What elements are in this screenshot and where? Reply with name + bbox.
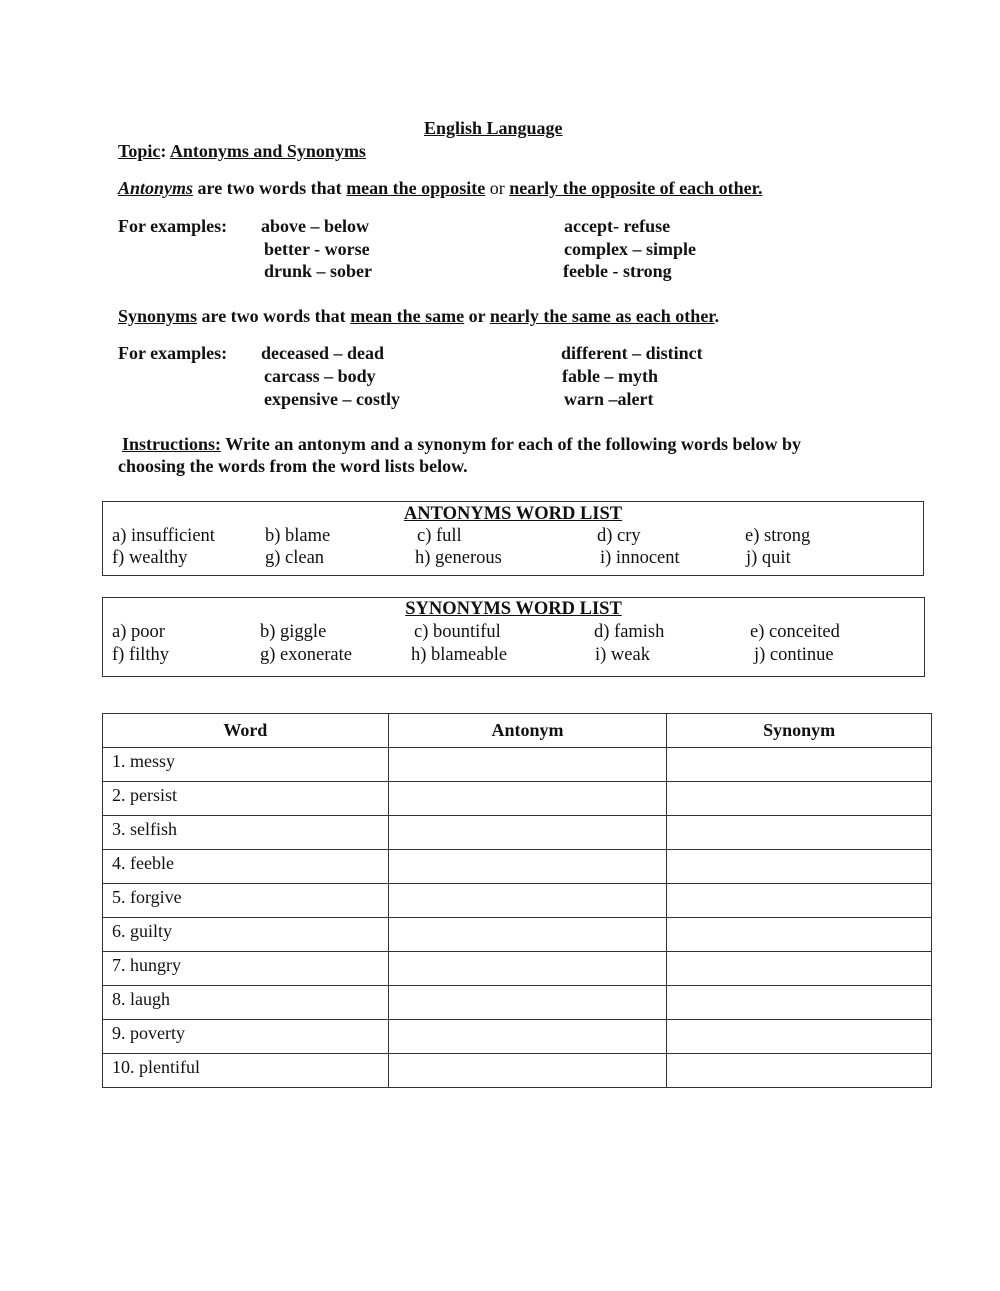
- antonym-option: a) insufficient: [112, 526, 215, 546]
- column-header-antonym: Antonym: [388, 714, 667, 748]
- synonyms-examples-label: For examples:: [118, 343, 228, 363]
- antonym-answer-cell[interactable]: [388, 918, 667, 952]
- table-row: [103, 986, 932, 1020]
- synonym-answer-cell[interactable]: [667, 884, 932, 918]
- antonym-option: h) generous: [415, 548, 502, 568]
- synonym-example: fable – myth: [562, 366, 658, 386]
- word-cell: 1. messy: [103, 748, 389, 782]
- table-row: [103, 748, 932, 782]
- word-cell: 3. selfish: [103, 816, 389, 850]
- antonym-answer-cell[interactable]: [388, 1054, 667, 1088]
- antonym-option: b) blame: [265, 526, 331, 546]
- instructions-line-1: [122, 434, 801, 455]
- column-header-synonym: Synonym: [667, 714, 932, 748]
- synonym-answer-cell[interactable]: [667, 918, 932, 952]
- topic-value: Antonyms and Synonyms: [169, 141, 366, 161]
- synonyms-def-or: or: [464, 306, 490, 326]
- synonym-option: g) exonerate: [260, 645, 352, 665]
- word-cell: 5. forgive: [103, 884, 389, 918]
- antonym-example: feeble - strong: [563, 261, 672, 281]
- antonyms-def-text: are two words that: [193, 178, 347, 198]
- antonyms-def-highlight-2: nearly the opposite of each other.: [509, 178, 763, 198]
- word-cell: 9. poverty: [103, 1020, 389, 1054]
- antonym-answer-cell[interactable]: [388, 952, 667, 986]
- antonym-answer-cell[interactable]: [388, 884, 667, 918]
- synonym-option: h) blameable: [411, 645, 508, 665]
- antonym-answer-cell[interactable]: [388, 748, 667, 782]
- instructions-line-2: choosing the words from the word lists below.: [118, 456, 468, 476]
- topic-line: Topic: Antonyms and Synonyms: [118, 141, 366, 161]
- antonym-answer-cell[interactable]: [388, 816, 667, 850]
- table-row: [103, 782, 932, 816]
- synonym-example: carcass – body: [264, 366, 376, 386]
- antonyms-def-highlight-1: mean the opposite: [346, 178, 486, 198]
- synonym-option: c) bountiful: [414, 622, 501, 642]
- synonym-option: d) famish: [594, 622, 665, 642]
- antonym-option: d) cry: [597, 526, 641, 546]
- table-header-row: [103, 714, 932, 748]
- word-cell: 10. plentiful: [103, 1054, 389, 1088]
- synonym-answer-cell[interactable]: [667, 1054, 932, 1088]
- antonym-example: complex – simple: [564, 239, 696, 259]
- synonyms-term: Synonyms: [118, 306, 198, 326]
- antonyms-def-or: or: [485, 178, 510, 198]
- synonym-answer-cell[interactable]: [667, 782, 932, 816]
- antonym-example: above – below: [261, 216, 369, 236]
- synonym-option: i) weak: [595, 645, 650, 665]
- antonyms-word-list-title: ANTONYMS WORD LIST: [403, 504, 623, 524]
- word-cell: 7. hungry: [103, 952, 389, 986]
- synonym-option: j) continue: [754, 645, 834, 665]
- synonym-option: e) conceited: [750, 622, 840, 642]
- antonym-option: g) clean: [265, 548, 325, 568]
- antonyms-term: Antonyms: [118, 178, 194, 198]
- synonyms-def-end: .: [714, 306, 720, 326]
- synonym-answer-cell[interactable]: [667, 986, 932, 1020]
- column-header-word: Word: [103, 714, 389, 748]
- antonym-option: j) quit: [746, 548, 791, 568]
- antonyms-word-list: [102, 501, 924, 576]
- synonym-example: expensive – costly: [264, 389, 400, 409]
- table-row: [103, 816, 932, 850]
- synonyms-def-highlight-2: nearly the same as each other: [489, 306, 715, 326]
- table-row: [103, 1054, 932, 1088]
- table-row: [103, 918, 932, 952]
- synonym-answer-cell[interactable]: [667, 748, 932, 782]
- synonyms-word-list: [102, 597, 925, 677]
- synonyms-def-text: are two words that: [197, 306, 351, 326]
- word-cell: 4. feeble: [103, 850, 389, 884]
- antonym-option: c) full: [417, 526, 462, 546]
- word-cell: 6. guilty: [103, 918, 389, 952]
- antonym-answer-cell[interactable]: [388, 782, 667, 816]
- topic-label: Topic: [118, 141, 161, 161]
- antonym-answer-cell[interactable]: [388, 1020, 667, 1054]
- synonym-example: deceased – dead: [261, 343, 384, 363]
- synonym-answer-cell[interactable]: [667, 850, 932, 884]
- antonym-answer-cell[interactable]: [388, 986, 667, 1020]
- table-row: [103, 884, 932, 918]
- instructions-text-1: Write an antonym and a synonym for each of the following words below by: [221, 434, 802, 454]
- synonyms-definition: [118, 306, 719, 327]
- antonym-option: e) strong: [745, 526, 811, 546]
- antonym-option: i) innocent: [600, 548, 680, 568]
- synonym-answer-cell[interactable]: [667, 1020, 932, 1054]
- antonym-option: f) wealthy: [112, 548, 188, 568]
- page-title: English Language: [424, 118, 563, 138]
- synonym-example: warn –alert: [564, 389, 654, 409]
- synonyms-word-list-title: SYNONYMS WORD LIST: [405, 599, 622, 619]
- table-row: [103, 850, 932, 884]
- table-row: [103, 952, 932, 986]
- word-cell: 2. persist: [103, 782, 389, 816]
- synonym-answer-cell[interactable]: [667, 952, 932, 986]
- answer-table: [102, 713, 932, 1088]
- table-row: [103, 1020, 932, 1054]
- instructions-label: Instructions:: [122, 434, 222, 454]
- synonyms-def-highlight-1: mean the same: [350, 306, 465, 326]
- synonym-option: a) poor: [112, 622, 165, 642]
- antonyms-examples-label: For examples:: [118, 216, 228, 236]
- word-cell: 8. laugh: [103, 986, 389, 1020]
- synonym-option: f) filthy: [112, 645, 170, 665]
- antonyms-definition: [118, 178, 763, 199]
- synonym-option: b) giggle: [260, 622, 327, 642]
- antonym-example: drunk – sober: [264, 261, 373, 281]
- antonym-example: better - worse: [264, 239, 370, 259]
- synonym-example: different – distinct: [561, 343, 703, 363]
- antonym-answer-cell[interactable]: [388, 850, 667, 884]
- synonym-answer-cell[interactable]: [667, 816, 932, 850]
- antonym-example: accept- refuse: [564, 216, 671, 236]
